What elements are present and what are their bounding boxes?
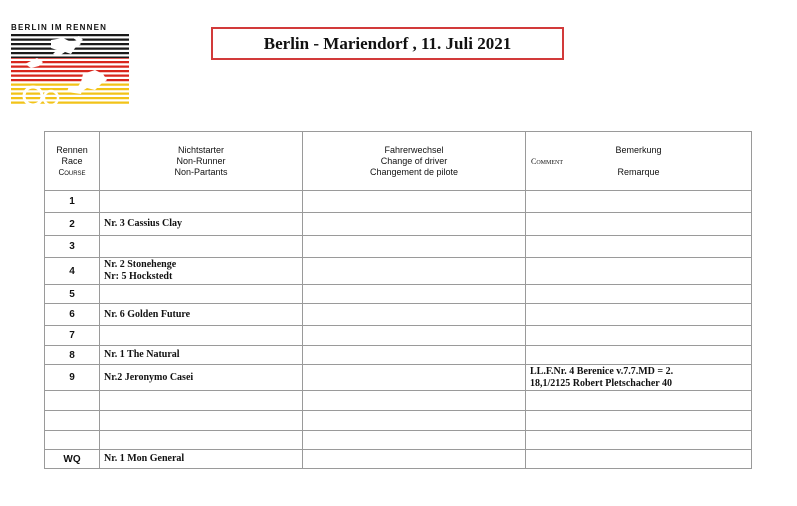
driver-change-cell: [303, 304, 526, 326]
non-runner-cell: [100, 258, 303, 285]
table-row: [45, 431, 752, 450]
race-number-cell: 6: [45, 304, 100, 326]
driver-change-cell: [303, 236, 526, 258]
header-remark: [526, 132, 752, 191]
table-row: [45, 365, 752, 391]
header-remark-fr: Remarque: [617, 166, 660, 177]
table-row: [45, 236, 752, 258]
race-number-cell: WQ: [45, 450, 100, 469]
non-runner-cell: [100, 213, 303, 236]
race-number-cell: 4: [45, 258, 100, 285]
remark-cell: [526, 365, 752, 391]
header-driver: [303, 132, 526, 191]
header-race-fr: Course: [58, 167, 86, 177]
remark-cell: [526, 191, 752, 213]
remark-line: LL.F.Nr. 4 Berenice v.7.7.MD = 2.: [530, 365, 674, 377]
race-number-cell: [45, 411, 100, 431]
non-runner-entry: Nr. 2 Stonehenge: [104, 259, 177, 270]
remark-cell: [526, 304, 752, 326]
driver-change-cell: [303, 450, 526, 469]
remark-cell: [526, 236, 752, 258]
non-runner-entry: Nr. 3 Cassius Clay: [104, 218, 182, 229]
non-runner-cell: [100, 391, 303, 411]
berlin-im-rennen-logo: [11, 23, 129, 109]
header-driver-en: Change of driver: [380, 155, 448, 166]
table-row: [45, 191, 752, 213]
non-runner-cell: [100, 411, 303, 431]
remark-cell: [526, 391, 752, 411]
race-number-cell: 3: [45, 236, 100, 258]
header-remark-de: Bemerkung: [615, 144, 662, 155]
remark-cell: [526, 450, 752, 469]
table-row: [45, 411, 752, 431]
header-race-en: Race: [61, 155, 83, 166]
non-runner-cell: [100, 450, 303, 469]
driver-change-cell: [303, 411, 526, 431]
non-runner-cell: [100, 304, 303, 326]
table-header-row: [45, 132, 752, 191]
non-runner-entry: Nr. 6 Golden Future: [104, 308, 191, 320]
page-title: Berlin - Mariendorf , 11. Juli 2021: [211, 27, 564, 60]
race-number-cell: 5: [45, 285, 100, 304]
non-runner-table: [44, 131, 752, 469]
remark-cell: [526, 431, 752, 450]
header-race: [45, 132, 100, 191]
table-row: [45, 346, 752, 365]
race-number-cell: [45, 391, 100, 411]
non-runner-cell: [100, 365, 303, 391]
remark-line: 18,1/2125 Robert Pletschacher 40: [530, 377, 673, 389]
race-number-cell: 9: [45, 365, 100, 391]
race-number-cell: 1: [45, 191, 100, 213]
driver-change-cell: [303, 285, 526, 304]
driver-change-cell: [303, 431, 526, 450]
non-runner-entry: Nr: 5 Hockstedt: [104, 271, 173, 282]
race-number-cell: 7: [45, 326, 100, 346]
non-runner-cell: [100, 285, 303, 304]
table-row: [45, 391, 752, 411]
remark-cell: [526, 285, 752, 304]
driver-change-cell: [303, 365, 526, 391]
race-number-cell: [45, 431, 100, 450]
table-row: [45, 285, 752, 304]
trotting-horse-flag-icon: [11, 34, 129, 108]
remark-cell: [526, 213, 752, 236]
driver-change-cell: [303, 191, 526, 213]
driver-change-cell: [303, 346, 526, 365]
remark-cell: [526, 326, 752, 346]
driver-change-cell: [303, 391, 526, 411]
header-driver-de: Fahrerwechsel: [384, 144, 444, 155]
non-runner-cell: [100, 326, 303, 346]
driver-change-cell: [303, 213, 526, 236]
non-runner-entry: Nr.2 Jeronymo Casei: [104, 371, 194, 383]
remark-cell: [526, 258, 752, 285]
table-row: [45, 258, 752, 285]
driver-change-cell: [303, 258, 526, 285]
non-runner-cell: [100, 431, 303, 450]
driver-change-cell: [303, 326, 526, 346]
header-non-runner: [100, 132, 303, 191]
header-non-runner-fr: Non-Partants: [174, 166, 228, 177]
remark-cell: [526, 346, 752, 365]
table-row: [45, 304, 752, 326]
non-runner-cell: [100, 191, 303, 213]
non-runner-entry: Nr. 1 The Natural: [104, 349, 180, 360]
non-runner-cell: [100, 346, 303, 365]
header-driver-fr: Changement de pilote: [369, 166, 459, 177]
logo-text: BERLIN IM RENNEN: [11, 23, 108, 32]
non-runner-cell: [100, 236, 303, 258]
header-race-de: Rennen: [56, 144, 88, 155]
non-runner-entry: Nr. 1 Mon General: [104, 453, 185, 464]
header-non-runner-de: Nichtstarter: [177, 144, 224, 155]
table-row: [45, 326, 752, 346]
race-number-cell: 8: [45, 346, 100, 365]
header-non-runner-en: Non-Runner: [176, 155, 226, 166]
table-row: [45, 213, 752, 236]
race-number-cell: 2: [45, 213, 100, 236]
table-row: [45, 450, 752, 469]
remark-cell: [526, 411, 752, 431]
header-remark-en: Comment: [531, 156, 564, 166]
